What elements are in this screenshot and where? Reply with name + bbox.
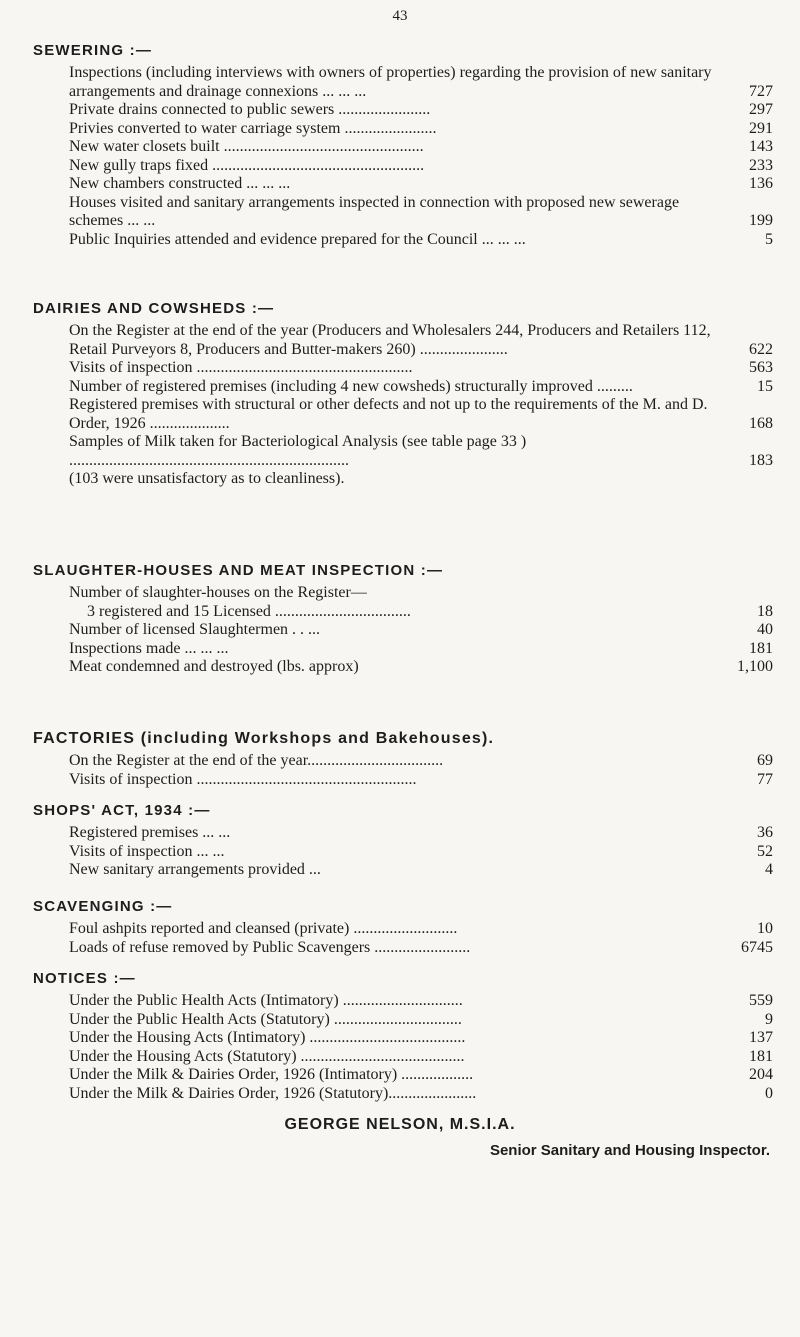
list-item: New water closets built .................................................. 143	[69, 138, 773, 155]
section-title: SEWERING :—	[33, 42, 153, 59]
list-item: Samples of Milk taken for Bacteriological Analysis (see table page 33 ) ...................................................................... 183	[69, 433, 773, 469]
section-scavenging	[33, 896, 773, 957]
list-item: Public Inquiries attended and evidence prepared for the Council ... ... ... 5	[69, 230, 773, 248]
list-item: Inspections (including interviews with owners of properties) regarding the provision of new sanitary arrangements and drainage connexions ... ... ... 727	[69, 64, 773, 100]
section-title: SLAUGHTER-HOUSES AND MEAT INSPECTION :—	[33, 562, 444, 579]
section-title: DAIRIES AND COWSHEDS :—	[33, 300, 275, 317]
list-item: Visits of inspection ....................................................... 77	[69, 770, 773, 788]
list-item: Meat condemned and destroyed (lbs. approx) 1,100	[69, 658, 773, 675]
section-title: SHOPS' ACT, 1934 :—	[33, 802, 211, 819]
section-sewering	[33, 40, 773, 249]
list-item: 3 registered and 15 Licensed .................................. 18	[87, 602, 773, 620]
list-item: New gully traps fixed ..................................................... 233	[69, 156, 773, 174]
list-item: Foul ashpits reported and cleansed (private) .......................... 10	[69, 920, 773, 937]
section-title: NOTICES :—	[33, 970, 136, 987]
page-number: 43	[392, 8, 408, 24]
list-item: Inspections made ... ... ... 181	[69, 639, 773, 657]
list-item: On the Register at the end of the year (Producers and Wholesalers 244, Producers and Retailers 112, Retail Purveyors 8, Producers and Butter-makers 260) ...................... 622	[69, 322, 773, 358]
signature-title: Senior Sanitary and Housing Inspector.	[489, 1142, 770, 1159]
list-item: Under the Housing Acts (Statutory) ......................................... 181	[69, 1047, 773, 1065]
section-title: FACTORIES (including Workshops and Bakehouses).	[33, 730, 495, 747]
list-item: Number of licensed Slaughtermen . . ... 40	[69, 621, 773, 638]
list-item: Loads of refuse removed by Public Scavengers ........................ 6745	[69, 938, 773, 956]
list-item: Visits of inspection ...................................................... 563	[69, 359, 773, 376]
list-item: On the Register at the end of the year.................................. 69	[69, 752, 773, 769]
section-factories	[33, 728, 773, 789]
list-item: Under the Housing Acts (Intimatory) ....................................... 137	[69, 1029, 773, 1046]
list-item: Registered premises with structural or other defects and not up to the requirements of the M. and D. Order, 1926 .................... 168	[69, 396, 773, 432]
signature-name: GEORGE NELSON, M.S.I.A.	[284, 1116, 516, 1133]
section-dairies	[33, 298, 773, 489]
list-item: New sanitary arrangements provided ... 4	[69, 861, 773, 878]
section-title: SCAVENGING :—	[33, 898, 173, 915]
list-item: Number of slaughter-houses on the Register—	[69, 584, 367, 601]
list-item: Registered premises ... ... 36	[69, 824, 773, 841]
section-slaughter-houses	[33, 560, 773, 677]
list-item: New chambers constructed ... ... ... 136	[69, 175, 773, 192]
list-item: Under the Milk & Dairies Order, 1926 (Intimatory) .................. 204	[69, 1066, 773, 1083]
section-shops-act	[33, 800, 773, 880]
section-notices	[33, 968, 773, 1103]
list-item: (103 were unsatisfactory as to cleanliness).	[69, 470, 345, 487]
list-item: Under the Public Health Acts (Intimatory) .............................. 559	[69, 992, 773, 1009]
list-item: Under the Public Health Acts (Statutory) ................................ 9	[69, 1010, 773, 1028]
list-item: Private drains connected to public sewers ....................... 297	[69, 101, 773, 118]
list-item: Houses visited and sanitary arrangements inspected in connection with proposed new sewerage schemes ... ... 199	[69, 193, 773, 229]
list-item: Visits of inspection ... ... 52	[69, 842, 773, 860]
list-item: Privies converted to water carriage system ....................... 291	[69, 119, 773, 137]
list-item: Number of registered premises (including 4 new cowsheds) structurally improved ......... 15	[69, 377, 773, 395]
list-item: Under the Milk & Dairies Order, 1926 (Statutory)...................... 0	[69, 1084, 773, 1102]
